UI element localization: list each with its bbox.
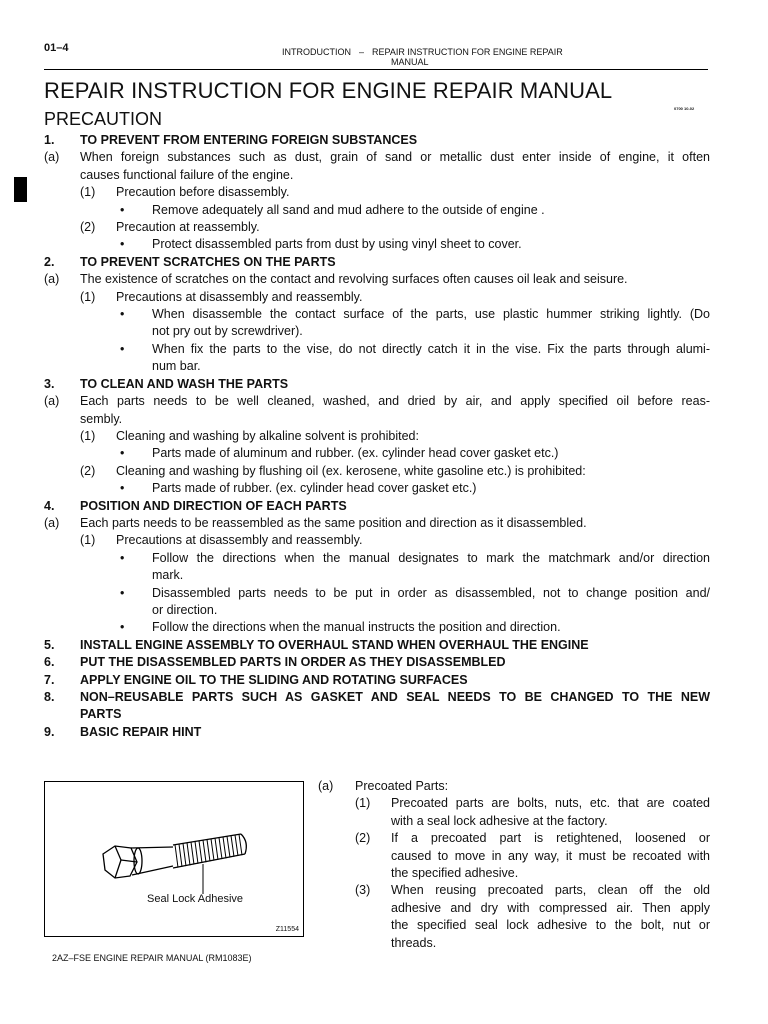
bullet-mark: • — [120, 481, 125, 496]
precoated-line — [318, 830, 710, 847]
item-number: 6. — [44, 655, 55, 670]
line-text: Precautions at disassembly and reassembly. — [116, 533, 363, 548]
precoated-line-text: When reusing precoated parts, clean off the old — [391, 883, 710, 898]
line-text: Follow the directions when the manual instructs the position and direction. — [152, 620, 561, 635]
thread-line — [183, 843, 186, 866]
thread-line — [195, 841, 198, 863]
precoated-heading — [318, 778, 710, 795]
precoated-line — [318, 848, 710, 865]
line-text: causes functional failure of the engine. — [80, 167, 294, 182]
thread-line — [211, 839, 214, 861]
bullet-item — [44, 480, 710, 497]
line-text: The existence of scratches on the contact and revolving surfaces often causes oil leak and seisure. — [80, 272, 628, 287]
line-text: Protect disassembled parts from dust by using vinyl sheet to cover. — [152, 237, 522, 252]
figure-label: Seal Lock Adhesive — [147, 893, 244, 905]
thread-line — [215, 838, 218, 860]
bolt-drawing — [45, 782, 303, 936]
line-text: BASIC REPAIR HINT — [80, 724, 202, 739]
bullet-mark: • — [120, 550, 125, 565]
precoated-line-text: the specified adhesive. — [391, 866, 519, 881]
precoated-line-text: the specified seal lock adhesive to the bolt, nut or — [391, 918, 710, 933]
line-text: TO PREVENT FROM ENTERING FOREIGN SUBSTANCES — [80, 133, 418, 147]
body-line — [44, 289, 710, 306]
item-number: (2) — [80, 220, 96, 235]
line-text: num bar. — [152, 359, 201, 374]
item-number: 5. — [44, 637, 55, 652]
item-number: (1) — [80, 428, 96, 443]
header-dash: – — [359, 47, 365, 57]
running-header — [282, 47, 563, 67]
section-heading — [44, 498, 710, 515]
item-number: 7. — [44, 672, 55, 687]
line-text: Each parts needs to be reassembled as the same position and direction as it disassembled. — [80, 515, 587, 530]
line-text: Disassembled parts needs to be put in order as disassembled, not to change position and/ — [152, 585, 710, 600]
body-line — [44, 428, 710, 445]
item-number: (a) — [44, 515, 60, 530]
bullet-item — [44, 306, 710, 323]
section-heading — [44, 724, 710, 741]
header-rule — [44, 69, 708, 70]
line-text: INSTALL ENGINE ASSEMBLY TO OVERHAUL STAND WHEN OVERHAUL THE ENGINE — [80, 637, 589, 652]
item-number: (a) — [44, 394, 60, 409]
line-text: When foreign substances such as dust, grain of sand or metallic dust enter inside of engine, it often — [80, 150, 710, 165]
precoated-line-text: threads. — [391, 935, 437, 950]
body-line — [44, 515, 710, 532]
page-number: 01–4 — [44, 42, 69, 54]
line-text: Remove adequately all sand and mud adhere to the outside of engine . — [152, 202, 545, 217]
body-line — [44, 393, 710, 410]
bolt-illustration — [44, 781, 304, 937]
thread-line — [219, 838, 222, 859]
line-text: Each parts needs to be well cleaned, washed, and dried by air, and apply specified oil before reas- — [80, 394, 710, 409]
precoated-line — [318, 900, 710, 917]
line-text: APPLY ENGINE OIL TO THE SLIDING AND ROTATING SURFACES — [80, 672, 468, 687]
body-line — [44, 463, 710, 480]
item-number: (1) — [80, 289, 96, 304]
line-text: PARTS — [80, 707, 122, 722]
precoated-line — [318, 917, 710, 934]
line-text: POSITION AND DIRECTION OF EACH PARTS — [80, 498, 347, 513]
bullet-item — [44, 585, 710, 602]
body-line — [44, 358, 710, 375]
section-heading — [44, 672, 710, 689]
precoated-line-text: with a seal lock adhesive at the factory. — [391, 813, 608, 828]
bullet-item — [44, 619, 710, 636]
line-text: Precautions at disassembly and reassembly. — [116, 289, 363, 304]
thread-line — [199, 841, 202, 863]
line-text: Parts made of aluminum and rubber. (ex. cylinder head cover gasket etc.) — [152, 446, 559, 461]
line-text: Parts made of rubber. (ex. cylinder head cover gasket etc.) — [152, 481, 477, 496]
precoated-item-number: (1) — [355, 796, 371, 811]
item-number: (2) — [80, 463, 96, 478]
item-number: 8. — [44, 690, 55, 704]
bullet-mark: • — [120, 620, 125, 635]
item-number: (1) — [80, 533, 96, 548]
body-line — [44, 567, 710, 584]
section-heading — [44, 254, 710, 271]
bullet-item — [44, 550, 710, 567]
thread-line — [207, 840, 210, 862]
line-text: PUT THE DISASSEMBLED PARTS IN ORDER AS THEY DISASSEMBLED — [80, 655, 506, 670]
thread-line — [187, 843, 190, 866]
thread-line — [179, 844, 182, 867]
precoated-line-text: If a precoated part is retightened, loosened or — [391, 831, 710, 846]
bullet-item — [44, 236, 710, 253]
bullet-mark: • — [120, 446, 125, 461]
section-heading — [44, 376, 710, 393]
line-text: Follow the directions when the manual designates to mark the matchmark and/or direction — [152, 550, 710, 565]
thread-line — [223, 837, 226, 858]
bullet-item — [44, 202, 710, 219]
header-section-right-cont: MANUAL — [391, 57, 429, 67]
precoated-line — [318, 795, 710, 812]
precoated-line — [318, 865, 710, 882]
precoated-marker: (a) — [318, 779, 334, 793]
precoated-line — [318, 935, 710, 952]
item-number: (1) — [80, 185, 96, 200]
page-title: REPAIR INSTRUCTION FOR ENGINE REPAIR MANUAL — [44, 78, 613, 103]
section-heading — [44, 689, 710, 706]
bullet-item — [44, 341, 710, 358]
item-number: 4. — [44, 498, 55, 513]
body-line — [44, 219, 710, 236]
line-text: TO PREVENT SCRATCHES ON THE PARTS — [80, 254, 336, 269]
item-number: 3. — [44, 376, 55, 391]
line-text: Cleaning and washing by flushing oil (ex. kerosene, white gasoline etc.) is prohibited: — [116, 463, 586, 478]
body-line — [44, 602, 710, 619]
bullet-item — [44, 445, 710, 462]
section-heading — [44, 654, 710, 671]
item-number: 1. — [44, 133, 55, 147]
line-text: Cleaning and washing by alkaline solvent is prohibited: — [116, 428, 419, 443]
item-number: (a) — [44, 272, 60, 287]
body-line — [44, 149, 710, 166]
line-text: or direction. — [152, 602, 218, 617]
margin-tab-marker — [14, 177, 27, 202]
document-code: 0700 10-02 — [674, 106, 695, 111]
line-text: Precaution at reassembly. — [116, 220, 260, 235]
precoated-line — [318, 882, 710, 899]
section-subtitle: PRECAUTION — [44, 109, 163, 129]
line-text: Precaution before disassembly. — [116, 185, 290, 200]
header-section-right: REPAIR INSTRUCTION FOR ENGINE REPAIR — [372, 47, 563, 57]
header-section-left: INTRODUCTION — [282, 47, 351, 57]
section-heading — [44, 637, 710, 654]
thread-line — [235, 835, 238, 856]
precoated-line-text: caused to move in any way, it must be recoated with — [391, 848, 710, 863]
item-number: 9. — [44, 724, 55, 739]
precoated-parts-section — [318, 778, 710, 952]
body-line — [44, 532, 710, 549]
thread-line — [227, 836, 230, 857]
line-text: When disassemble the contact surface of the parts, use plastic hummer striking lightly. (Do — [152, 307, 710, 322]
precoated-item-number: (2) — [355, 831, 371, 846]
section-heading — [44, 132, 710, 149]
thread-line — [191, 842, 194, 864]
line-text: mark. — [152, 568, 184, 583]
precoated-line — [318, 813, 710, 830]
precoated-item-number: (3) — [355, 883, 371, 898]
bullet-mark: • — [120, 307, 125, 322]
precoated-line-text: Precoated parts are bolts, nuts, etc. that are coated — [391, 796, 710, 811]
line-text: sembly. — [80, 411, 123, 426]
thread-line — [231, 836, 234, 857]
item-number: 2. — [44, 254, 55, 269]
body-line — [44, 167, 710, 184]
body-line — [44, 411, 710, 428]
thread-line — [175, 845, 178, 868]
thread-line — [239, 834, 242, 855]
precoated-line-text: adhesive and dry with compressed air. Then apply — [391, 900, 710, 915]
precoated-heading-text: Precoated Parts: — [355, 779, 449, 793]
body-line — [44, 271, 710, 288]
body-line — [44, 323, 710, 340]
page-footer: 2AZ–FSE ENGINE REPAIR MANUAL (RM1083E) — [52, 953, 252, 963]
item-number: (a) — [44, 150, 60, 165]
line-text: NON–REUSABLE PARTS SUCH AS GASKET AND SEAL NEEDS TO BE CHANGED TO THE NEW — [80, 690, 710, 704]
bullet-mark: • — [120, 585, 125, 600]
bullet-mark: • — [120, 237, 125, 252]
bullet-mark: • — [120, 202, 125, 217]
line-text: TO CLEAN AND WASH THE PARTS — [80, 376, 289, 391]
line-text: not pry out by screwdriver). — [152, 324, 303, 339]
body-line — [44, 184, 710, 201]
instruction-body — [44, 132, 710, 741]
bullet-mark: • — [120, 341, 125, 356]
figure-code: Z11554 — [275, 926, 299, 933]
line-text: When fix the parts to the vise, do not directly catch it in the vise. Fix the parts through alumi- — [152, 341, 710, 356]
thread-line — [203, 840, 206, 862]
body-line — [44, 706, 710, 723]
